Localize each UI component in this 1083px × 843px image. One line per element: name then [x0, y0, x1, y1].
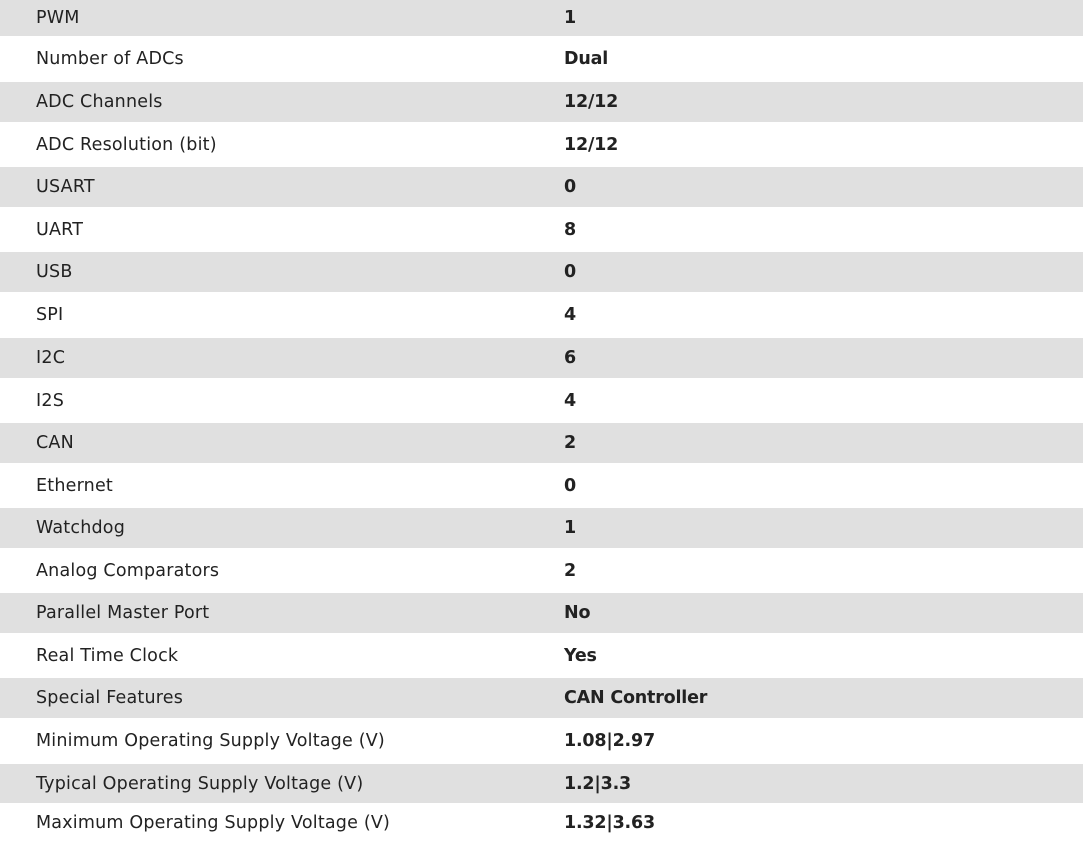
spec-value: 4 [564, 305, 576, 325]
spec-value: Yes [564, 645, 597, 666]
spec-row-can [0, 423, 1083, 463]
spec-label: ADC Channels [36, 92, 163, 112]
spec-label: Number of ADCs [36, 49, 184, 69]
spec-label: PWM [36, 8, 80, 28]
spec-value: 12/12 [564, 134, 619, 155]
spec-value: 0 [564, 262, 576, 282]
spec-label: USART [36, 177, 95, 197]
spec-label: Real Time Clock [36, 645, 179, 666]
spec-value: 2 [564, 433, 576, 453]
spec-label: Analog Comparators [36, 560, 220, 581]
spec-value: CAN Controller [564, 688, 708, 708]
spec-value: 0 [564, 177, 576, 197]
spec-label: USB [36, 262, 73, 282]
spec-label: Minimum Operating Supply Voltage (V) [36, 731, 385, 751]
spec-label: UART [36, 219, 84, 240]
spec-value: Dual [564, 49, 608, 69]
spec-value: 4 [564, 390, 576, 411]
spec-value: No [564, 603, 591, 623]
spec-label: Special Features [36, 688, 184, 708]
spec-label: ADC Resolution (bit) [36, 134, 217, 155]
spec-value: 1.2|3.3 [564, 773, 631, 794]
spec-row-adc-resolution [0, 122, 1083, 167]
spec-row-i2s [0, 378, 1083, 423]
spec-label: Parallel Master Port [36, 603, 210, 623]
spec-row-real-time-clock [0, 633, 1083, 678]
spec-row-spi [0, 292, 1083, 338]
spec-value: 8 [564, 219, 576, 240]
spec-label: Maximum Operating Supply Voltage (V) [36, 813, 391, 833]
spec-label: I2C [36, 348, 66, 368]
spec-row-i2c [0, 338, 1083, 378]
spec-value: 1 [564, 518, 576, 538]
spec-value: 6 [564, 348, 576, 368]
spec-label: Watchdog [36, 518, 126, 538]
spec-label: Ethernet [36, 475, 113, 496]
spec-row-ethernet [0, 463, 1083, 508]
spec-value: 1 [564, 8, 576, 28]
spec-value: 12/12 [564, 92, 619, 112]
spec-label: Typical Operating Supply Voltage (V) [36, 773, 364, 794]
spec-row-watchdog [0, 508, 1083, 548]
spec-row-typical-supply-voltage [0, 764, 1083, 803]
spec-row-special-features [0, 678, 1083, 718]
spec-row-analog-comparators [0, 548, 1083, 593]
spec-label: CAN [36, 433, 74, 453]
spec-value: 1.08|2.97 [564, 731, 655, 751]
spec-row-adc-channels [0, 82, 1083, 122]
spec-label: I2S [36, 390, 65, 411]
spec-row-usart [0, 167, 1083, 207]
spec-row-pwm [0, 0, 1083, 36]
spec-value: 0 [564, 475, 576, 496]
spec-row-maximum-supply-voltage [0, 803, 1083, 843]
spec-value: 1.32|3.63 [564, 813, 655, 833]
spec-row-minimum-supply-voltage [0, 718, 1083, 764]
spec-row-number-of-adcs [0, 36, 1083, 82]
spec-row-parallel-master-port [0, 593, 1083, 633]
spec-value: 2 [564, 560, 576, 581]
spec-row-usb [0, 252, 1083, 292]
spec-label: SPI [36, 305, 64, 325]
spec-row-uart [0, 207, 1083, 252]
